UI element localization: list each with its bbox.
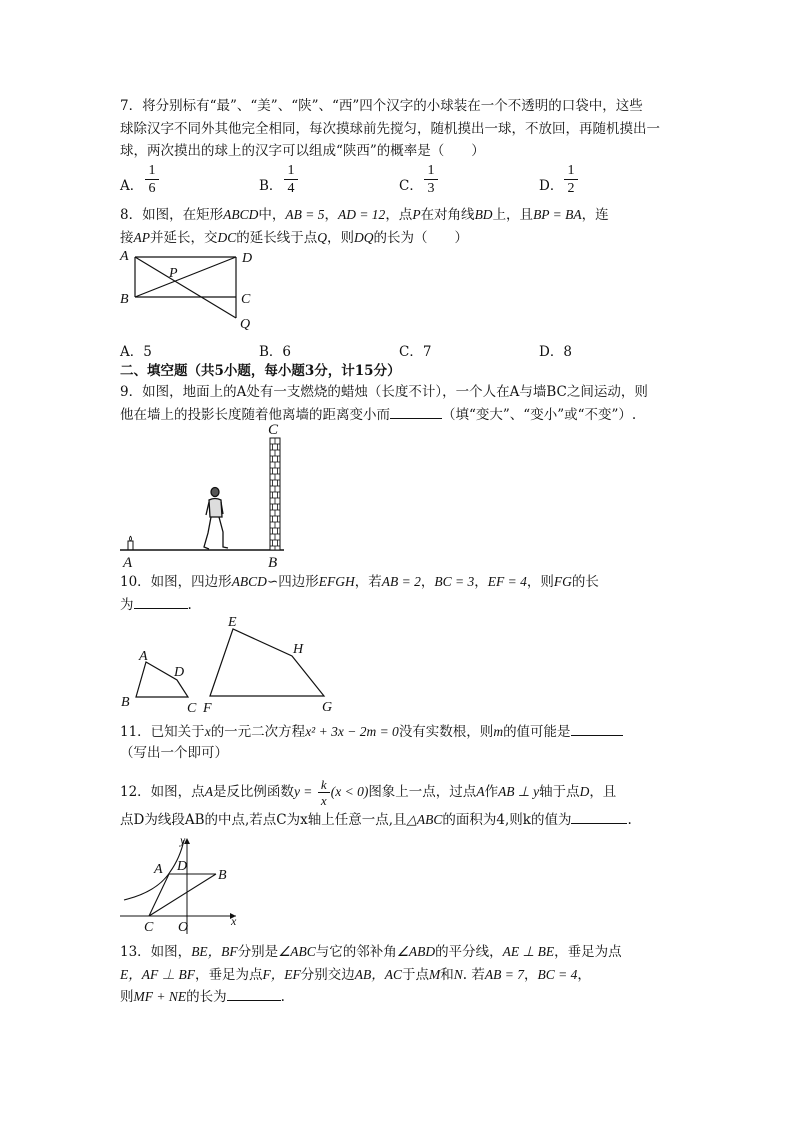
candle-icon [128, 541, 133, 550]
q8-line1: 8．如图，在矩形ABCD中，AB = 5，AD = 12，点P在对角线BD上，且BP = BA，连 [120, 207, 609, 223]
q9-label-a: A [123, 555, 133, 571]
q12-hyperbola-figure [112, 830, 252, 936]
q8-label-c: C [241, 292, 251, 307]
q9-line1: 9．如图，地面上的A处有一支燃烧的蜡烛（长度不计），一个人在A与墙BC之间运动，则 [120, 384, 648, 400]
q8-rectangle-figure [112, 246, 262, 336]
q12-label-b: B [218, 868, 227, 883]
q13-line1: 13．如图，BE，BF分别是∠ABC与它的邻补角∠ABD的平分线，AE ⊥ BE，垂足为点 [120, 944, 622, 960]
q12-line1: 12．如图，点A是反比例函数y = $\frac{k}{x}$ (x < 0)图象上一点，过点A作AB ⊥ y轴于点D，且 [120, 777, 617, 808]
q12-label-a: A [154, 862, 163, 877]
q12-line2: 点D为线段AB的中点,若点C为x轴上任意一点,且△ABC的面积为4,则k的值为 . [120, 812, 632, 828]
q13-line2: E，AF ⊥ BF，垂足为点F，EF分别交边AB，AC于点M和N. 若AB = 7，BC = 4， [120, 967, 591, 983]
q10-label-a: A [139, 649, 148, 664]
q10-similar-quads-figure [112, 612, 342, 718]
q9-wall-figure [112, 420, 302, 572]
q11-line2: （写出一个即可） [120, 745, 228, 761]
q8-option-b: B．6 [259, 344, 292, 360]
q10-label-h: H [293, 642, 304, 657]
q7-line3: 球，两次摸出的球上的汉字可以组成“陕西”的概率是（ ） [120, 143, 485, 159]
q12-label-d: D [177, 859, 188, 874]
q7-line2: 球除汉字不同外其他完全相同，每次摸球前先搅匀，随机摸出一球，不放回，再随机摸出一 [120, 121, 660, 137]
q10-label-g: G [322, 700, 333, 715]
q8-option-c: C．7 [399, 344, 432, 360]
q12-label-o: O [178, 920, 189, 935]
q8-label-d: D [242, 251, 253, 266]
q12-label-y: y [180, 833, 186, 847]
q7-line1: 7．将分别标有“最”、“美”、“陕”、“西”四个汉字的小球装在一个不透明的口袋中，这些 [120, 98, 643, 114]
q8-label-b: B [120, 292, 129, 307]
q10-label-e: E [228, 615, 237, 630]
q10-line2: 为 . [120, 597, 192, 613]
q12-label-x: x [231, 914, 237, 928]
q8-label-a: A [120, 249, 129, 264]
q10-label-f: F [203, 701, 212, 716]
q10-label-b: B [121, 695, 130, 710]
q9-label-c: C [268, 422, 279, 438]
q8-option-a: A．5 [120, 344, 152, 360]
q9-line2: 他在墙上的投影长度随着他离墙的距离变小而 （填“变大”、“变小”或“不变”）. [120, 407, 637, 423]
q8-option-d: D．8 [539, 344, 572, 360]
q10-line1: 10．如图，四边形ABCD∽四边形EFGH，若AB = 2，BC = 3，EF = 4，则FG的长 [120, 574, 599, 590]
q13-line3: 则MF + NE的长为 . [120, 989, 285, 1005]
q8-line2: 接AP并延长，交DC的延长线于点Q，则DQ的长为（ ） [120, 230, 469, 246]
q8-label-p: P [169, 266, 178, 281]
q11-line1: 11．已知关于x的一元二次方程x² + 3x − 2m = 0没有实数根，则m的值可能是 [120, 723, 623, 741]
q10-label-c: C [187, 701, 197, 716]
q10-label-d: D [174, 665, 185, 680]
section-heading: 二、填空题（共5小题，每小题3分，计15分） [120, 363, 401, 379]
q9-label-b: B [268, 555, 278, 571]
walking-person-icon [204, 488, 228, 550]
q12-label-c: C [144, 920, 154, 935]
q8-label-q: Q [240, 317, 251, 332]
